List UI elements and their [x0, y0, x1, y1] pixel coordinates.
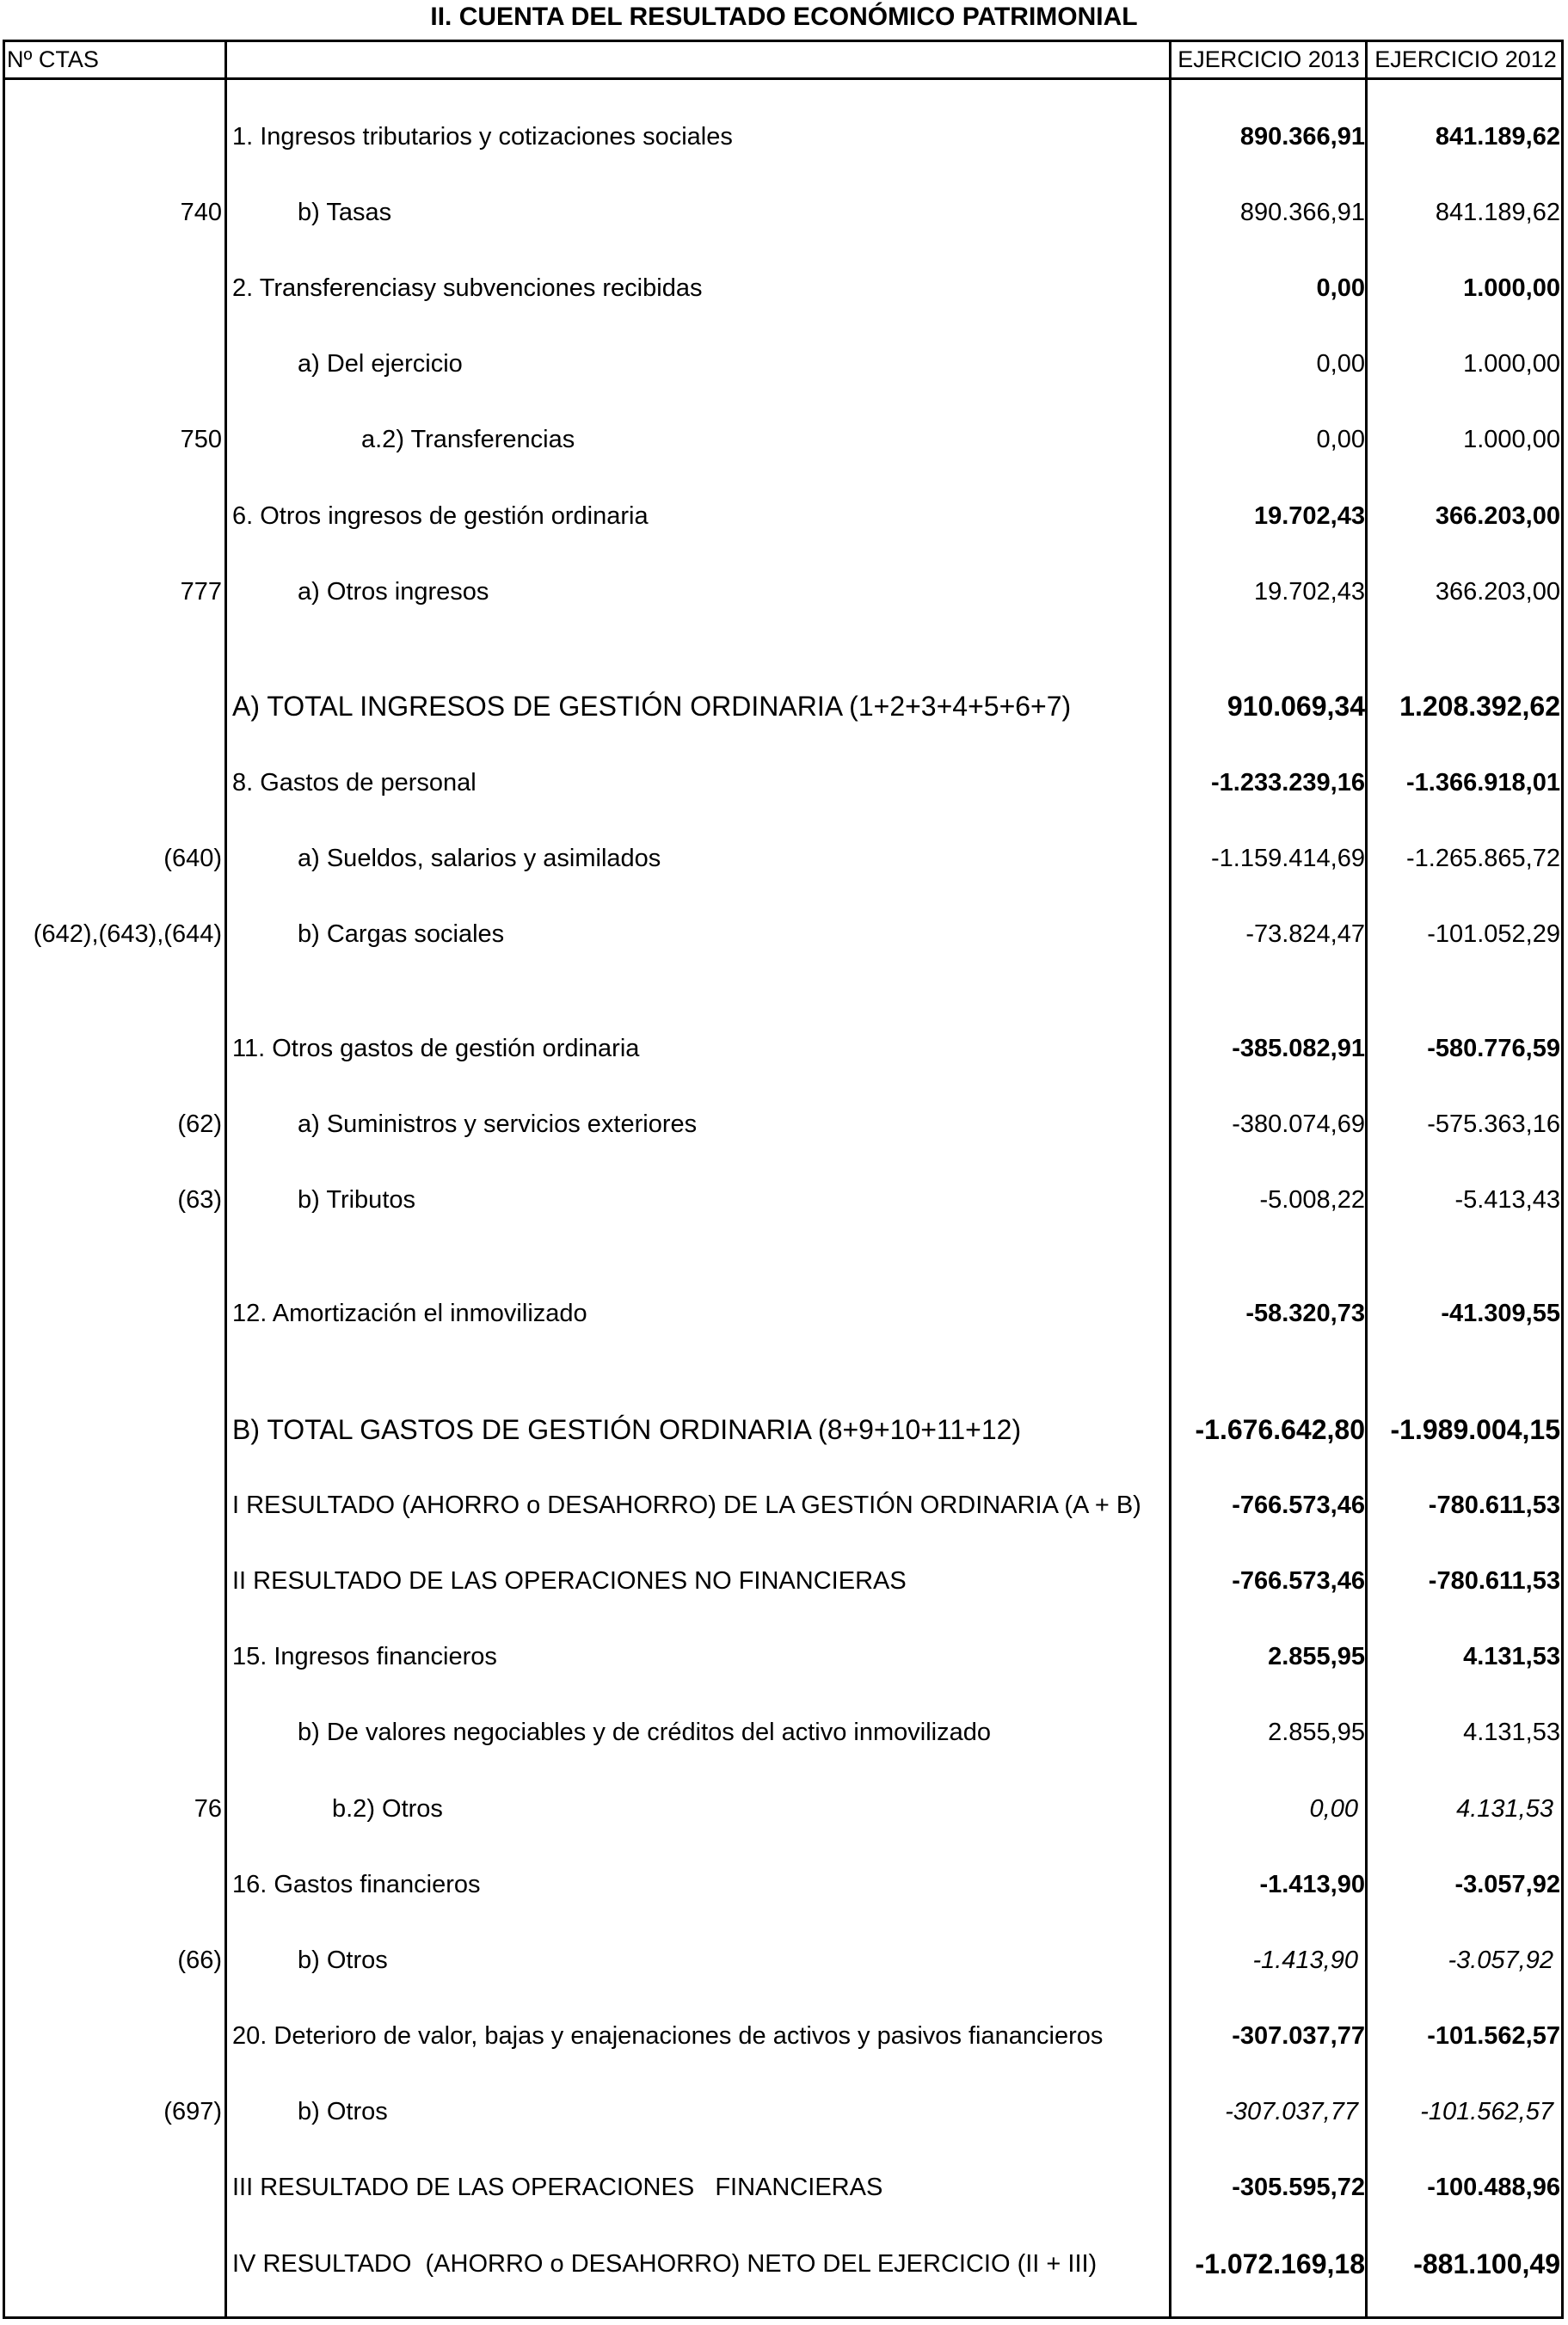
table-row [0, 838, 1568, 879]
row-value-2013: 910.069,34 [1227, 691, 1365, 722]
row-cta: (642),(643),(644) [33, 920, 222, 948]
row-value-2012: 841.189,62 [1435, 199, 1560, 226]
row-value-2012: 1.000,00 [1463, 350, 1560, 378]
row-value-2012: -1.989.004,15 [1390, 1414, 1560, 1445]
row-value-2012: 4.131,53 [1456, 1795, 1553, 1823]
row-cta [5, 116, 222, 157]
table-row [0, 1409, 1568, 1450]
row-value-2012: 366.203,00 [1435, 578, 1560, 606]
row-cta [5, 268, 222, 309]
row-value-2013: -307.037,77 [1232, 2022, 1365, 2050]
row-concepto: 2. Transferenciasy subvenciones recibidas [232, 274, 703, 302]
row-concepto: 20. Deterioro de valor, bajas y enajenaciones de activos y pasivos fianancieros [232, 2022, 1104, 2050]
row-cta [5, 762, 222, 803]
row-cta [5, 2243, 222, 2285]
table-row [0, 1293, 1568, 1334]
row-value-2012: 366.203,00 [1435, 502, 1560, 530]
row-value-2012: -1.366.918,01 [1406, 769, 1560, 797]
row-value-2013: -58.320,73 [1245, 1300, 1365, 1327]
row-concepto: III RESULTADO DE LAS OPERACIONES FINANCIERAS [232, 2174, 883, 2201]
row-concepto: a) Otros ingresos [298, 578, 489, 606]
table-row [0, 343, 1568, 384]
row-value-2013: 0,00 [1309, 1795, 1358, 1823]
row-value-2012: 1.208.392,62 [1399, 691, 1560, 722]
table-row [0, 419, 1568, 460]
header-ejercicio-2012: EJERCICIO 2012 [1374, 46, 1557, 72]
header-divider [3, 77, 1564, 80]
row-value-2013: 890.366,91 [1239, 199, 1365, 226]
row-concepto: 12. Amortización el inmovilizado [232, 1300, 587, 1327]
table-row [0, 1864, 1568, 1905]
row-value-2012: -3.057,92 [1454, 1871, 1560, 1898]
table-row [0, 1028, 1568, 1069]
table-row [0, 268, 1568, 309]
row-concepto: b) Otros [298, 1947, 388, 1974]
table-row [0, 2015, 1568, 2057]
row-value-2012: -780.611,53 [1428, 1567, 1560, 1595]
row-cta: 777 [180, 578, 222, 606]
table-row [0, 495, 1568, 537]
row-value-2012: -101.562,57 [1427, 2022, 1560, 2050]
row-concepto: II RESULTADO DE LAS OPERACIONES NO FINANCIERAS [232, 1567, 907, 1595]
row-value-2013: -1.159.414,69 [1211, 845, 1365, 872]
row-value-2012: -881.100,49 [1413, 2248, 1560, 2279]
row-value-2013: -305.595,72 [1232, 2174, 1365, 2201]
row-value-2013: -73.824,47 [1245, 920, 1365, 948]
table-row [0, 192, 1568, 233]
row-cta: (697) [163, 2098, 222, 2125]
row-value-2013: 0,00 [1316, 350, 1365, 378]
table-row [0, 2243, 1568, 2285]
row-value-2012: -100.488,96 [1427, 2174, 1560, 2201]
row-cta [5, 1636, 222, 1677]
row-concepto: a.2) Transferencias [361, 426, 575, 453]
row-value-2012: -101.562,57 [1420, 2098, 1553, 2125]
row-value-2013: -766.573,46 [1232, 1492, 1365, 1519]
row-value-2013: 0,00 [1316, 274, 1365, 302]
row-value-2013: -1.676.642,80 [1195, 1414, 1365, 1445]
row-concepto: b) De valores negociables y de créditos del activo inmovilizado [298, 1719, 991, 1746]
row-value-2012: 1.000,00 [1463, 426, 1560, 453]
row-concepto: 16. Gastos financieros [232, 1871, 481, 1898]
row-value-2012: -1.265.865,72 [1406, 845, 1560, 872]
row-value-2013: 890.366,91 [1239, 123, 1365, 151]
row-value-2012: 1.000,00 [1463, 274, 1560, 302]
row-value-2012: -780.611,53 [1428, 1492, 1560, 1519]
row-value-2013: -307.037,77 [1225, 2098, 1358, 2125]
row-value-2012: -580.776,59 [1427, 1035, 1560, 1062]
row-concepto: 8. Gastos de personal [232, 769, 477, 797]
row-concepto: IV RESULTADO (AHORRO o DESAHORRO) NETO DEL EJERCICIO (II + III) [232, 2250, 1098, 2278]
row-concepto: b) Tributos [298, 1186, 415, 1214]
row-cta [5, 2167, 222, 2208]
row-cta: 76 [194, 1795, 222, 1823]
row-cta [5, 1028, 222, 1069]
row-value-2012: -5.413,43 [1454, 1186, 1560, 1214]
row-cta [5, 1864, 222, 1905]
row-concepto: B) TOTAL GASTOS DE GESTIÓN ORDINARIA (8+9+10+11+12) [232, 1414, 1022, 1445]
row-cta [5, 686, 222, 727]
row-value-2012: -3.057,92 [1448, 1947, 1553, 1974]
row-value-2013: -385.082,91 [1232, 1035, 1365, 1062]
table-row [0, 1636, 1568, 1677]
page-title: II. CUENTA DEL RESULTADO ECONÓMICO PATRIMONIAL [430, 3, 1138, 31]
row-value-2013: -5.008,22 [1259, 1186, 1365, 1214]
row-value-2013: -1.072.169,18 [1195, 2248, 1365, 2279]
row-value-2013: -1.413,90 [1259, 1871, 1365, 1898]
row-value-2012: -575.363,16 [1427, 1110, 1560, 1138]
row-cta: 740 [180, 199, 222, 226]
table-row [0, 1485, 1568, 1526]
row-value-2012: 4.131,53 [1463, 1719, 1560, 1746]
row-cta [5, 1712, 222, 1753]
table-row [0, 1940, 1568, 1981]
row-cta [5, 1485, 222, 1526]
row-value-2012: 841.189,62 [1435, 123, 1560, 151]
table-row [0, 571, 1568, 612]
table-row [0, 686, 1568, 727]
row-cta: (66) [177, 1947, 222, 1974]
row-cta [5, 1293, 222, 1334]
table-row [0, 1712, 1568, 1753]
row-cta: (640) [163, 845, 222, 872]
row-cta [5, 1409, 222, 1450]
row-concepto: 11. Otros gastos de gestión ordinaria [232, 1035, 640, 1062]
row-concepto: b.2) Otros [332, 1795, 443, 1823]
table-row [0, 116, 1568, 157]
row-cta: (63) [177, 1186, 222, 1214]
row-value-2012: -101.052,29 [1427, 920, 1560, 948]
row-cta: (62) [177, 1110, 222, 1138]
table-row [0, 2091, 1568, 2132]
row-value-2013: -766.573,46 [1232, 1567, 1365, 1595]
row-value-2013: 2.855,95 [1268, 1643, 1365, 1670]
row-concepto: 6. Otros ingresos de gestión ordinaria [232, 502, 649, 530]
row-value-2012: -41.309,55 [1441, 1300, 1560, 1327]
row-value-2013: -1.233.239,16 [1211, 769, 1365, 797]
row-cta: 750 [180, 426, 222, 453]
header-ejercicio-2013: EJERCICIO 2013 [1178, 46, 1360, 72]
row-cta [5, 2015, 222, 2057]
row-value-2013: -380.074,69 [1232, 1110, 1365, 1138]
row-cta [5, 343, 222, 384]
row-concepto: b) Cargas sociales [298, 920, 505, 948]
table-row [0, 913, 1568, 955]
row-concepto: a) Sueldos, salarios y asimilados [298, 845, 661, 872]
row-concepto: a) Suministros y servicios exteriores [298, 1110, 698, 1138]
table-row [0, 1560, 1568, 1602]
row-value-2013: 19.702,43 [1253, 502, 1365, 530]
row-value-2013: -1.413,90 [1252, 1947, 1358, 1974]
header-ctas: Nº CTAS [7, 46, 99, 72]
row-value-2013: 2.855,95 [1268, 1719, 1365, 1746]
row-value-2013: 19.702,43 [1253, 578, 1365, 606]
row-cta [5, 1560, 222, 1602]
table-row [0, 1179, 1568, 1221]
row-value-2013: 0,00 [1316, 426, 1365, 453]
table-row [0, 762, 1568, 803]
row-concepto: a) Del ejercicio [298, 350, 463, 378]
row-value-2012: 4.131,53 [1463, 1643, 1560, 1670]
row-concepto: b) Otros [298, 2098, 388, 2125]
table-row [0, 1788, 1568, 1830]
row-concepto: 15. Ingresos financieros [232, 1643, 497, 1670]
row-concepto: I RESULTADO (AHORRO o DESAHORRO) DE LA GESTIÓN ORDINARIA (A + B) [232, 1492, 1141, 1519]
table-row [0, 1104, 1568, 1145]
row-cta [5, 495, 222, 537]
table-row [0, 2167, 1568, 2208]
row-concepto: A) TOTAL INGRESOS DE GESTIÓN ORDINARIA (1+2+3+4+5+6+7) [232, 691, 1072, 722]
row-concepto: 1. Ingresos tributarios y cotizaciones sociales [232, 123, 733, 151]
row-concepto: b) Tasas [298, 199, 392, 226]
